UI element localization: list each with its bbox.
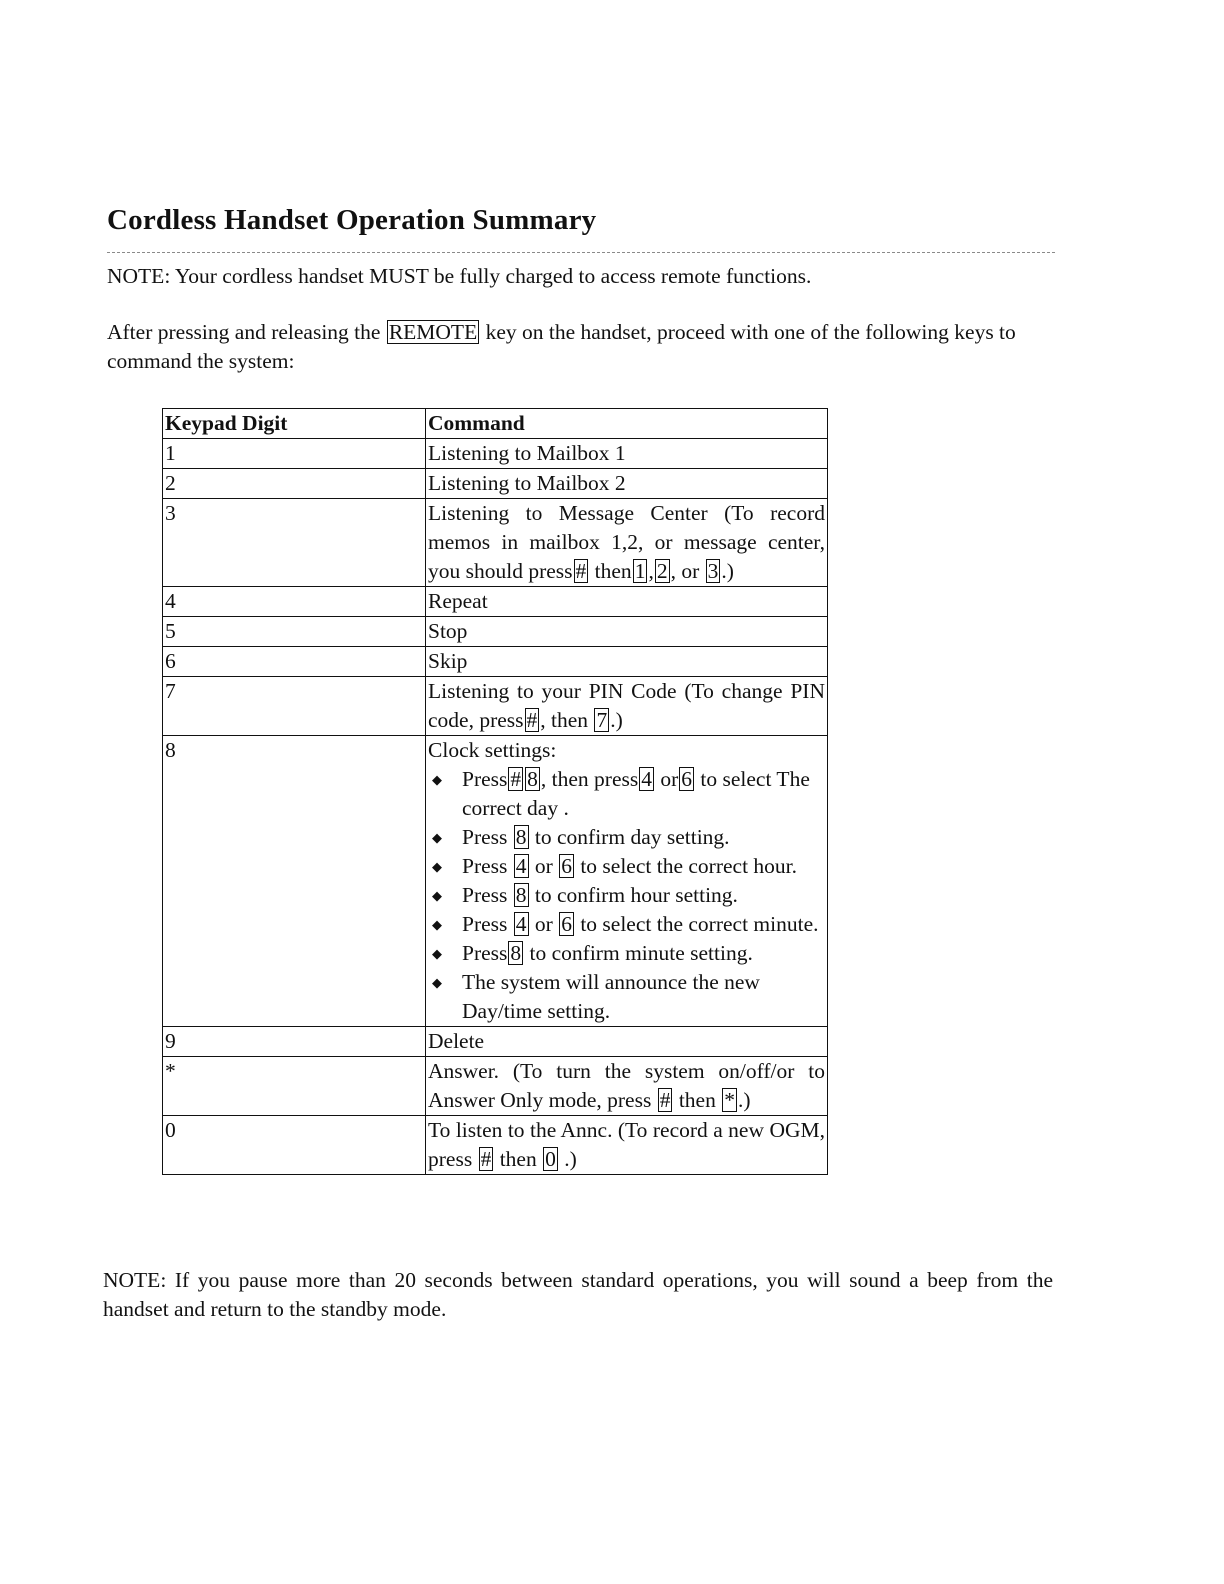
step-text: or xyxy=(529,912,559,936)
key-box: 6 xyxy=(561,854,572,878)
command-text: Listening to your PIN Code (To change PIN code, press xyxy=(428,679,825,732)
step-text: The system will announce the new Day/time setting. xyxy=(462,970,760,1023)
row-digit: 3 xyxy=(163,499,426,587)
header-keypad-digit: Keypad Digit xyxy=(163,409,426,439)
key-box: 8 xyxy=(515,883,527,907)
key-box: # xyxy=(526,708,538,732)
step-text: , then press xyxy=(540,767,639,791)
header-command: Command xyxy=(426,409,828,439)
key-box: 7 xyxy=(596,708,608,732)
list-item xyxy=(428,823,825,852)
key-box: 1 xyxy=(634,559,646,583)
title-divider xyxy=(107,252,1055,253)
row-command xyxy=(426,677,828,736)
clock-settings-heading: Clock settings: xyxy=(428,738,557,762)
table-row xyxy=(163,1116,828,1175)
command-text: .) xyxy=(610,708,623,732)
row-digit: 4 xyxy=(163,587,426,617)
key-box: 8 xyxy=(515,825,527,849)
command-text: , xyxy=(648,559,654,583)
row-digit: 0 xyxy=(163,1116,426,1175)
intro-text-before: After pressing and releasing the xyxy=(107,320,386,344)
step-text: Press xyxy=(462,767,508,791)
step-text: to select the correct minute. xyxy=(574,912,819,936)
row-command: Listening to Mailbox 2 xyxy=(426,469,828,499)
list-item xyxy=(428,852,825,881)
step-text: Press xyxy=(462,854,513,878)
row-command xyxy=(426,1116,828,1175)
command-text: then xyxy=(494,1147,543,1171)
table-row xyxy=(163,647,828,677)
row-command xyxy=(426,1057,828,1116)
step-text: to confirm minute setting. xyxy=(524,941,753,965)
charge-note: NOTE: Your cordless handset MUST be fully charged to access remote functions. xyxy=(107,264,812,288)
step-text: or xyxy=(529,854,559,878)
table-row xyxy=(163,1057,828,1116)
command-text: Listening to Message Center (To record memos in mailbox 1,2, or message center, you should press xyxy=(428,501,825,583)
key-box: 3 xyxy=(707,559,719,583)
key-box: 2 xyxy=(656,559,668,583)
table-row xyxy=(163,677,828,736)
row-command: Skip xyxy=(426,647,828,677)
row-digit: * xyxy=(163,1057,426,1116)
list-item xyxy=(428,968,825,1026)
timeout-note: NOTE: If you pause more than 20 seconds between standard operations, you will sound a beep from the handset and return to the standby mode. xyxy=(103,1268,1053,1321)
list-item xyxy=(428,939,825,968)
command-text: .) xyxy=(737,1088,751,1112)
row-command: Listening to Mailbox 1 xyxy=(426,439,828,469)
page-title: Cordless Handset Operation Summary xyxy=(107,204,597,236)
step-text: to select The correct day . xyxy=(462,767,810,820)
list-item xyxy=(428,881,825,910)
table-row xyxy=(163,1027,828,1057)
row-command: Repeat xyxy=(426,587,828,617)
step-text: to confirm day setting. xyxy=(529,825,730,849)
table-row xyxy=(163,736,828,1027)
table-header-row xyxy=(163,409,828,439)
key-box: # xyxy=(575,559,587,583)
command-text: , then xyxy=(540,708,594,732)
key-box: # xyxy=(659,1088,671,1112)
row-command: Stop xyxy=(426,617,828,647)
step-text: Press xyxy=(462,883,513,907)
row-digit: 6 xyxy=(163,647,426,677)
command-table xyxy=(162,408,828,1175)
key-box: 8 xyxy=(510,941,522,965)
list-item xyxy=(428,910,825,939)
step-text: Press xyxy=(462,912,513,936)
row-command: Delete xyxy=(426,1027,828,1057)
key-box: # xyxy=(510,767,522,791)
table-row xyxy=(163,587,828,617)
key-box: 8 xyxy=(527,767,538,791)
command-text: , or xyxy=(670,559,705,583)
command-text: Answer. (To turn the system on/off/or to Answer Only mode, press xyxy=(428,1059,825,1112)
table-row xyxy=(163,617,828,647)
row-command xyxy=(426,736,828,1027)
clock-steps-list xyxy=(428,765,825,1026)
intro-paragraph xyxy=(107,318,1057,376)
key-box: # xyxy=(480,1147,492,1171)
row-digit: 5 xyxy=(163,617,426,647)
step-text: or xyxy=(654,767,679,791)
table-row xyxy=(163,499,828,587)
table-row xyxy=(163,439,828,469)
remote-key: REMOTE xyxy=(388,320,478,344)
row-digit: 9 xyxy=(163,1027,426,1057)
key-box: 4 xyxy=(641,767,652,791)
key-box: 4 xyxy=(515,912,527,936)
row-digit: 7 xyxy=(163,677,426,736)
step-text: Press xyxy=(462,941,508,965)
row-command xyxy=(426,499,828,587)
key-box: 6 xyxy=(561,912,572,936)
table-row xyxy=(163,469,828,499)
key-box: 0 xyxy=(545,1147,556,1171)
list-item xyxy=(428,765,825,823)
intro-text-after: key on the handset, proceed with one of the following keys to command the system: xyxy=(107,320,1016,373)
step-text: Press xyxy=(462,825,513,849)
key-box: 6 xyxy=(681,767,693,791)
row-digit: 1 xyxy=(163,439,426,469)
command-text: .) xyxy=(721,559,734,583)
row-digit: 2 xyxy=(163,469,426,499)
key-box: * xyxy=(724,1088,735,1112)
step-text: to select the correct hour. xyxy=(574,854,798,878)
command-text: then xyxy=(673,1088,722,1112)
step-text: to confirm hour setting. xyxy=(529,883,738,907)
row-digit: 8 xyxy=(163,736,426,1027)
command-text: .) xyxy=(558,1147,577,1171)
command-text: then xyxy=(589,559,632,583)
key-box: 4 xyxy=(515,854,527,878)
command-text: To listen to the Annc. (To record a new OGM, press xyxy=(428,1118,825,1171)
